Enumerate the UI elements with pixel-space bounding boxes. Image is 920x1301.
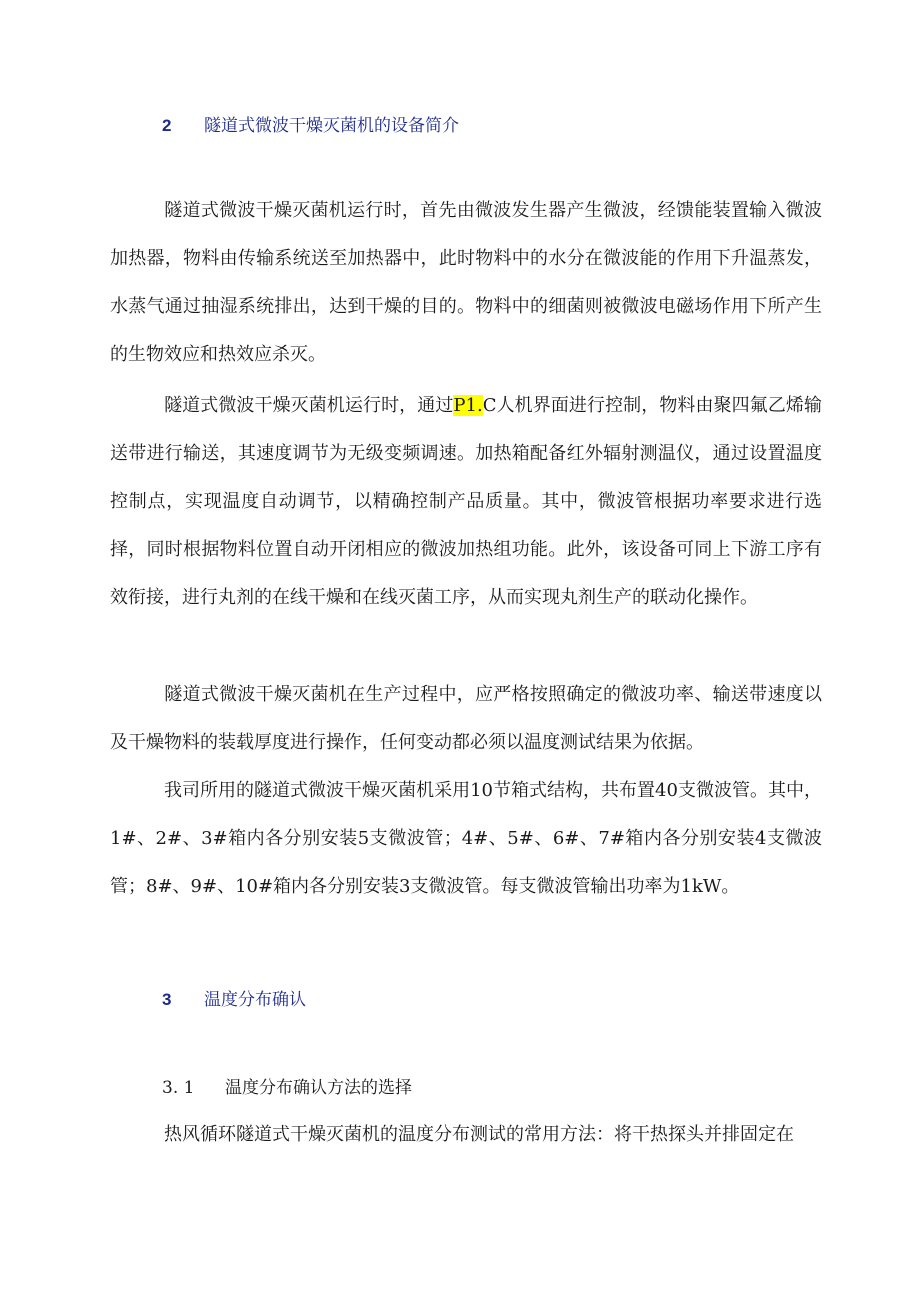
paragraph-text: 隧道式微波干燥灭菌机运行时，通过 — [164, 395, 454, 416]
section-2-paragraph-2 — [110, 382, 822, 622]
paragraph-text: C人机界面进行控制，物料由聚四氟乙烯输送带进行输送，其速度调节为无级变频调速。加热箱配备红外辐射测温仪，通过设置温度控制点，实现温度自动调节，以精确控制产品质量。其中，微波管根据功率要求进行选择，同时根据物料位置自动开闭相应的微波加热组功能。此外，该设备可同上下游工序有效衔接，进行丸剂的在线干燥和在线灭菌工序，从而实现丸剂生产的联动化操作。 — [110, 395, 822, 608]
section-3-title: 温度分布确认 — [204, 990, 306, 1009]
section-3-1-number: 3. 1 — [162, 1078, 195, 1098]
paragraph-text: 隧道式微波干燥灭菌机在生产过程中，应严格按照确定的微波功率、输送带速度以及干燥物料的装载厚度进行操作，任何变动都必须以温度测试结果为依据。 — [110, 684, 822, 753]
paragraph-text: 热风循环隧道式干燥灭菌机的温度分布测试的常用方法：将干热探头并排固定在 — [164, 1124, 794, 1145]
section-3-number: 3 — [162, 990, 172, 1009]
section-2-paragraph-1 — [110, 187, 822, 379]
section-3-1-heading — [162, 1073, 412, 1098]
section-2-heading — [162, 111, 459, 136]
section-3-paragraph-1 — [110, 1111, 822, 1159]
highlighted-text: P1. — [453, 395, 483, 416]
section-2-title: 隧道式微波干燥灭菌机的设备简介 — [204, 116, 459, 135]
section-2-paragraph-4 — [110, 767, 822, 911]
section-3-1-title: 温度分布确认方法的选择 — [225, 1078, 412, 1098]
section-3-heading — [162, 985, 306, 1010]
section-2-number: 2 — [162, 116, 172, 135]
paragraph-text: 我司所用的隧道式微波干燥灭菌机采用10节箱式结构，共布置40支微波管。其中，1#、2#、3#箱内各分别安装5支微波管；4#、5#、6#、7#箱内各分别安装4支微波管；8#、9#、10#箱内各分别安装3支微波管。每支微波管输出功率为1kW。 — [110, 780, 822, 897]
section-2-paragraph-3 — [110, 671, 822, 767]
paragraph-text: 隧道式微波干燥灭菌机运行时，首先由微波发生器产生微波，经馈能装置输入微波加热器，物料由传输系统送至加热器中，此时物料中的水分在微波能的作用下升温蒸发，水蒸气通过抽湿系统排出，达到干燥的目的。物料中的细菌则被微波电磁场作用下所产生的生物效应和热效应杀灭。 — [110, 200, 822, 365]
